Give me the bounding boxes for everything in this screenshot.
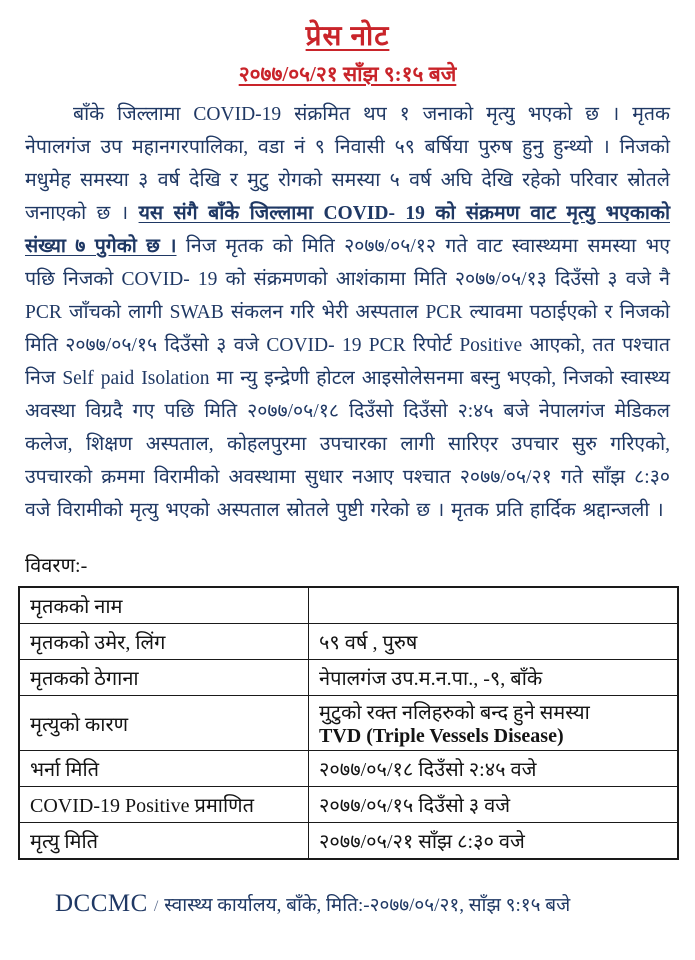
- details-table-body: [19, 587, 678, 859]
- row-value: [309, 624, 679, 660]
- row-label: मृत्युको कारण: [19, 696, 309, 751]
- table-row: [19, 660, 678, 696]
- table-row: [19, 624, 678, 660]
- row-label: मृत्यु मिति: [19, 823, 309, 860]
- row-value-text: नेपालगंज उप.म.न.पा., -९, बाँके: [319, 668, 543, 690]
- row-value: [309, 696, 679, 751]
- table-row: [19, 587, 678, 624]
- doc-datetime: २०७७/०५/२१ साँझ ९:१५ बजे: [238, 62, 457, 86]
- body-text: निज मृतक को मिति २०७७/०५/१२ गते वाट स्वास्थ्यमा समस्या भए पछि निजको COVID- 19 को संक्रमणको आशंकामा मिति २०७७/०५/१३ दिउँसो ३ वजे नै PCR जाँचको लागी SWAB संकलन गरि भेरी अस्पताल PCR ल्यावमा पठाईएको र निजको मिति २०७७/०५/१५ दिउँसो ३ वजे COVID- 19 PCR रिपोर्ट Positive आएको, तत पश्चात निज Self paid Isolation मा न्यु इन्द्रेणी होटल आइसोलेसनमा बस्नु भएको, निजको स्वास्थ्य अवस्था विग्रदै गए पछि मिति २०७७/०५/१८ दिउँसो दिउँसो २:४५ बजे नेपालगंज मेडिकल कलेज, शिक्षण अस्पताल, कोहलपुरमा उपचारका लागी सारिएर उपचार सुरु गरिएको, उपचारको क्रममा विरामीको अवस्थामा सुधार नआए पश्चात २०७७/०५/२१ गते साँझ ८:३० वजे विरामीको मृत्यु भएको अस्पताल स्रोतले पुष्टी गरेको छ । मृतक प्रति हार्दिक श्रद्दान्जली ।: [25, 236, 670, 521]
- row-label: मृतकको नाम: [19, 587, 309, 624]
- body-text-emphasis: यस संगै बाँके जिल्लामा COVID- 19 को संक्रमण वाट मृत्यु भएकाको संख्या ७ पुगेको छ ।: [25, 203, 670, 257]
- row-label: COVID-19 Positive प्रमाणित: [19, 787, 309, 823]
- footer-line: [55, 890, 670, 918]
- row-value: [309, 751, 679, 787]
- footer-org: DCCMC: [55, 890, 148, 917]
- table-row: [19, 787, 678, 823]
- body-text: बाँके जिल्लामा COVID-19 संक्रमित थप १ जनाको मृत्यु भएको छ । मृतक नेपालगंज उप महानगरपालिका, वडा नं ९ निवासी ५९ बर्षिया पुरुष हुनु हुन्थ्यो । निजको मधुमेह समस्या ३ वर्ष देखि र मुटु रोगको समस्या ५ वर्ष अघि देखि रहेको परिवार स्रोतले जनाएको छ ।: [25, 104, 670, 224]
- row-value: [309, 660, 679, 696]
- table-row: [19, 751, 678, 787]
- row-label: मृतकको उमेर, लिंग: [19, 624, 309, 660]
- table-row: [19, 823, 678, 860]
- body-paragraph: [25, 98, 670, 527]
- details-label: विवरण:-: [25, 555, 88, 577]
- row-value: [309, 823, 679, 860]
- row-value-text: २०७७/०५/१५ दिउँसो ३ वजे: [319, 795, 511, 817]
- row-value-text: २०७७/०५/२१ साँझ ८:३० वजे: [319, 831, 525, 853]
- row-value: [309, 587, 679, 624]
- footer-text: स्वास्थ्य कार्यालय, बाँके, मिति:-२०७७/०५/२१, साँझ ९:१५ बजे: [164, 895, 571, 916]
- row-value-text: ५९ वर्ष , पुरुष: [319, 632, 418, 654]
- row-value-text: मुटुको रक्त नलिहरुको बन्द हुने समस्या: [319, 702, 590, 724]
- row-value: [309, 787, 679, 823]
- row-value-text: २०७७/०५/१८ दिउँसो २:४५ वजे: [319, 759, 537, 781]
- footer-separator: /: [153, 898, 159, 915]
- details-table: [18, 586, 679, 860]
- row-value-bold-text: TVD (Triple Vessels Disease): [319, 725, 564, 747]
- row-label: मृतकको ठेगाना: [19, 660, 309, 696]
- table-row: [19, 696, 678, 751]
- page-title: प्रेस नोट: [305, 21, 390, 52]
- row-label: भर्ना मिति: [19, 751, 309, 787]
